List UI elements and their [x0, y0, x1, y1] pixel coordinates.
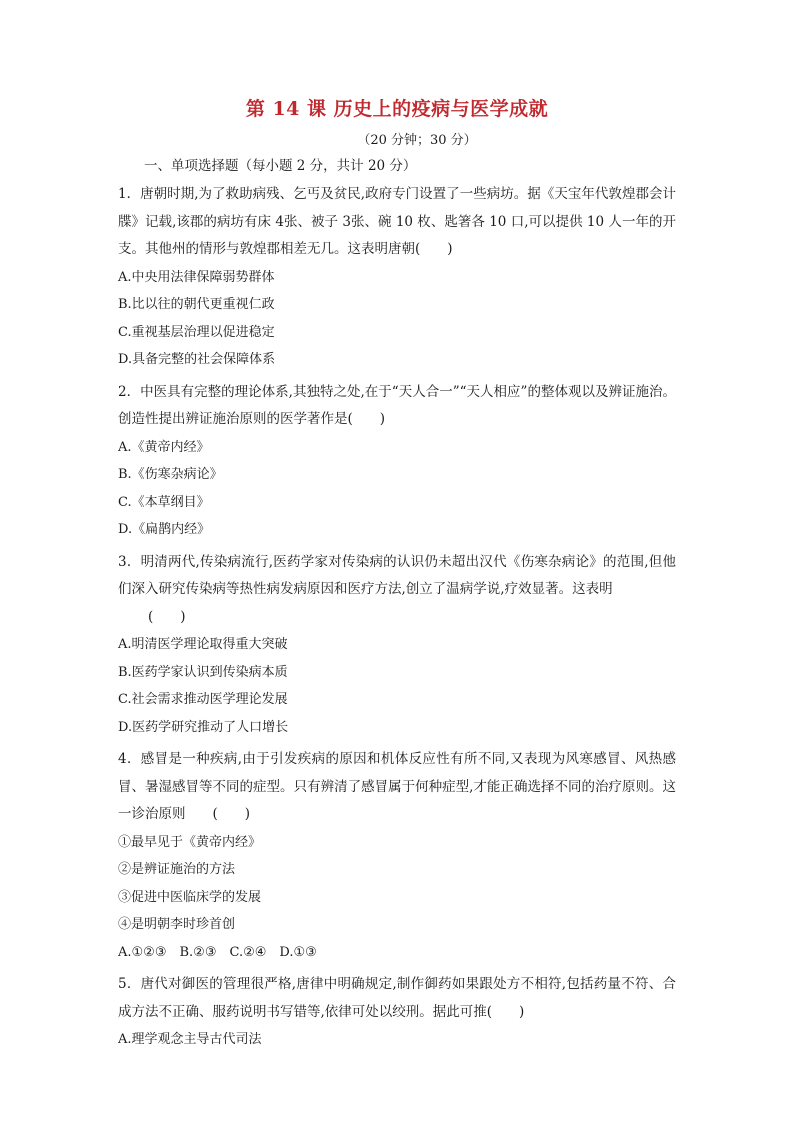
- question-stem: 3．明清两代,传染病流行,医药学家对传染病的认识仍未超出汉代《伤寒杂病论》的范围,但他们深入研究传染病等热性病发病原因和医疗方法,创立了温病学说,疗效显著。这表明: [118, 553, 676, 597]
- statement-4: ④是明朝李时珍首创: [118, 917, 236, 932]
- question-stem: 2．中医具有完整的理论体系,其独特之处,在于“天人合一”“天人相应”的整体观以及辨证施治。创造性提出辨证施治原则的医学著作是( ): [118, 383, 676, 427]
- option-b: B.比以往的朝代更重视仁政: [118, 297, 275, 312]
- option-b: B.医药学家认识到传染病本质: [118, 664, 288, 680]
- statement-2: ②是辨证施治的方法: [118, 862, 236, 877]
- option-a: A.明清医学理论取得重大突破: [118, 637, 288, 652]
- option-a: A.理学观念主导古代司法: [118, 1032, 262, 1047]
- option-d: D.医药学研究推动了人口增长: [118, 719, 289, 735]
- section-heading: 一、单项选择题（每小题 2 分，共计 20 分）: [144, 158, 417, 174]
- question-stem: 4．感冒是一种疾病,由于引发疾病的原因和机体反应性有所不同,又表现为风寒感冒、风热感冒、暑湿感冒等不同的症型。只有辨清了感冒属于何种症型,才能正确选择不同的治疗原则。这一诊治原则 ( ): [118, 751, 676, 822]
- option-a: A.《黄帝内经》: [118, 439, 210, 455]
- option-a: A.中央用法律保障弱势群体: [118, 269, 275, 285]
- statement-3: ③促进中医临床学的发展: [118, 889, 262, 905]
- answer-choices: A.①②③ B.②③ C.②④ D.①③: [118, 944, 317, 960]
- time-and-score: （20 分钟；30 分）: [357, 133, 477, 148]
- question-stem: 5．唐代对御医的管理很严格,唐律中明确规定,制作御药如果跟处方不相符,包括药量不符、合成方法不正确、服药说明书写错等,依律可处以绞刑。据此可推( ): [118, 976, 676, 1020]
- option-c: C.《本草纲目》: [118, 494, 210, 510]
- option-d: D.具备完整的社会保障体系: [118, 352, 276, 367]
- option-c: C.社会需求推动医学理论发展: [118, 692, 288, 707]
- question-stem: 1．唐朝时期,为了救助病残、乞丐及贫民,政府专门设置了一些病坊。据《天宝年代敦煌郡会计牒》记载,该郡的病坊有床 4张、被子 3张、碗 10 枚、匙箸各 10 口,可以提供 10 人一年的开支。其他州的情形与敦煌郡相差无几。这表明唐朝( ): [118, 186, 676, 257]
- question-5: [118, 971, 676, 1054]
- option-c: C.重视基层治理以促进稳定: [118, 324, 275, 340]
- question-3: [118, 549, 676, 742]
- option-d: D.《扁鹊内经》: [118, 522, 211, 537]
- option-b: B.《伤寒杂病论》: [118, 467, 223, 482]
- question-1: [118, 181, 676, 374]
- page-title: 第 14 课 历史上的疫病与医学成就: [245, 98, 549, 120]
- question-4: [118, 746, 676, 966]
- statement-1: ①最早见于《黄帝内经》: [118, 834, 262, 850]
- answer-blank: ( ): [148, 608, 186, 625]
- question-2: [118, 379, 676, 544]
